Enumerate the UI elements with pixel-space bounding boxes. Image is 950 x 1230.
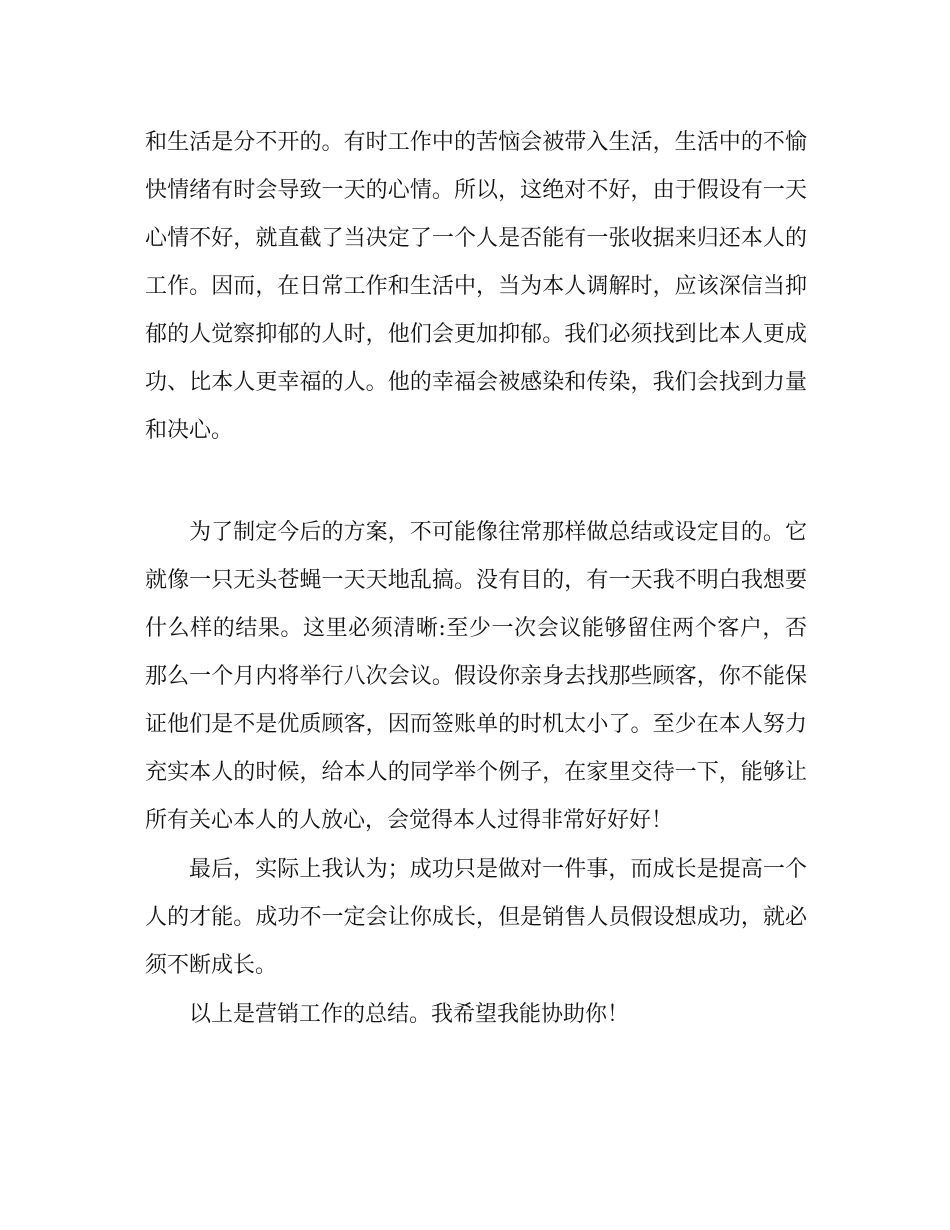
paragraph-3-line-3: 须不断成长。 — [145, 953, 278, 978]
paragraph-1-line-2: 快情绪有时会导致一天的心情。所以，这绝对不好，由于假设有一天 — [145, 178, 807, 203]
paragraph-1-line-5: 郁的人觉察抑郁的人时，他们会更加抑郁。我们必须找到比本人更成 — [145, 322, 807, 347]
paragraph-2-line-5: 证他们是不是优质顾客，因而签账单的时机太小了。至少在本人努力 — [145, 712, 807, 737]
paragraph-2-line-7: 所有关心本人的人放心，会觉得本人过得非常好好好！ — [145, 808, 674, 833]
paragraph-2-line-4: 那么一个月内将举行八次会议。假设你亲身去找那些顾客，你不能保 — [145, 664, 807, 689]
paragraph-1-line-3: 心情不好，就直截了当决定了一个人是否能有一张收据来归还本人的 — [145, 226, 807, 251]
paragraph-3-line-2: 人的才能。成功不一定会让你成长，但是销售人员假设想成功，就必 — [145, 905, 807, 930]
paragraph-1-line-4: 工作。因而，在日常工作和生活中，当为本人调解时，应该深信当抑 — [145, 274, 807, 299]
paragraph-4-line-1: 以上是营销工作的总结。我希望我能协助你！ — [189, 1002, 630, 1027]
paragraph-2-line-2: 就像一只无头苍蝇一天天地乱搞。没有目的，有一天我不明白我想要 — [145, 568, 807, 593]
paragraph-2-line-1: 为了制定今后的方案，不可能像往常那样做总结或设定目的。它 — [189, 520, 807, 545]
paragraph-2-line-3: 什么样的结果。这里必须清晰:至少一次会议能够留住两个客户，否 — [145, 616, 807, 641]
paragraph-3-line-1: 最后，实际上我认为；成功只是做对一件事，而成长是提高一个 — [189, 857, 807, 882]
paragraph-2-line-6: 充实本人的时候，给本人的同学举个例子，在家里交待一下，能够让 — [145, 760, 807, 785]
paragraph-1-line-6: 功、比本人更幸福的人。他的幸福会被感染和传染，我们会找到力量 — [145, 370, 807, 395]
paragraph-1-line-1: 和生活是分不开的。有时工作中的苦恼会被带入生活，生活中的不愉 — [145, 130, 807, 155]
paragraph-1-line-7: 和决心。 — [145, 418, 234, 443]
